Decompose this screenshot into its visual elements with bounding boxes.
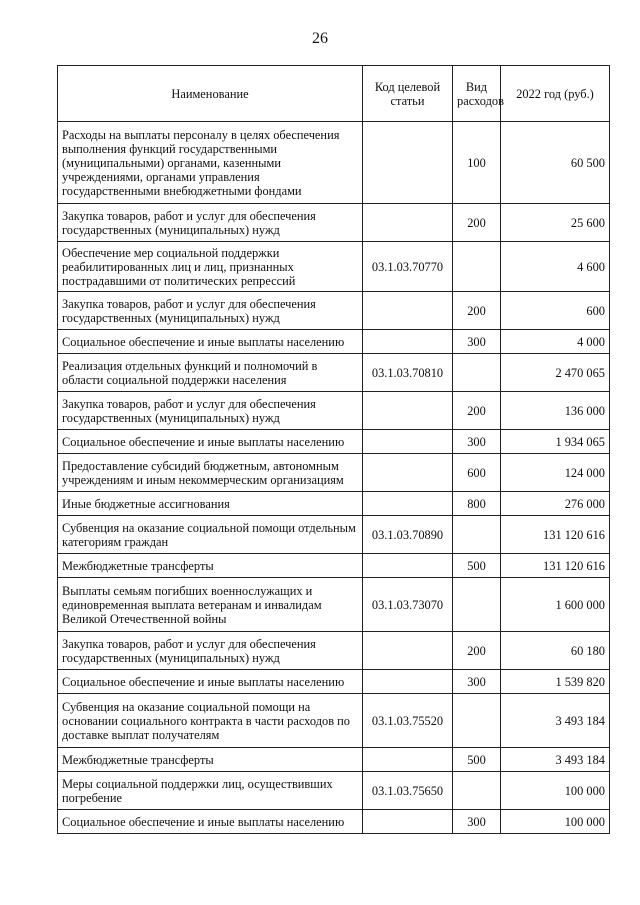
row-amount: 276 000 <box>501 492 610 516</box>
row-name: Социальное обеспечение и иные выплаты населению <box>58 670 363 694</box>
table-row <box>58 516 610 554</box>
row-kind: 300 <box>453 430 501 454</box>
table-row <box>58 492 610 516</box>
row-amount: 136 000 <box>501 392 610 430</box>
row-code <box>363 748 453 772</box>
row-kind: 200 <box>453 292 501 330</box>
table-row <box>58 122 610 204</box>
row-code: 03.1.03.70770 <box>363 242 453 292</box>
table-row <box>58 242 610 292</box>
row-amount: 60 180 <box>501 632 610 670</box>
table-row <box>58 292 610 330</box>
column-header-kind: Вид расходов <box>453 66 501 122</box>
row-name: Выплаты семьям погибших военнослужащих и единовременная выплата ветеранам и инвалидам Великой Отечественной войны <box>58 578 363 632</box>
table-row <box>58 748 610 772</box>
row-code <box>363 670 453 694</box>
budget-table <box>57 65 610 834</box>
row-name: Реализация отдельных функций и полномочий в области социальной поддержки населения <box>58 354 363 392</box>
row-kind: 200 <box>453 204 501 242</box>
row-code <box>363 454 453 492</box>
row-amount: 1 934 065 <box>501 430 610 454</box>
row-code <box>363 492 453 516</box>
table-row <box>58 578 610 632</box>
row-kind: 500 <box>453 748 501 772</box>
row-code: 03.1.03.70890 <box>363 516 453 554</box>
row-amount: 1 600 000 <box>501 578 610 632</box>
table-row <box>58 694 610 748</box>
row-amount: 60 500 <box>501 122 610 204</box>
row-name: Социальное обеспечение и иные выплаты населению <box>58 330 363 354</box>
row-amount: 4 000 <box>501 330 610 354</box>
page-number: 26 <box>312 30 328 47</box>
row-kind <box>453 516 501 554</box>
row-kind: 500 <box>453 554 501 578</box>
row-name: Субвенция на оказание социальной помощи отдельным категориям граждан <box>58 516 363 554</box>
row-kind <box>453 578 501 632</box>
row-kind: 300 <box>453 670 501 694</box>
table-row <box>58 204 610 242</box>
table-row <box>58 632 610 670</box>
row-code <box>363 430 453 454</box>
row-amount: 600 <box>501 292 610 330</box>
row-amount: 100 000 <box>501 772 610 810</box>
row-code <box>363 554 453 578</box>
row-kind: 300 <box>453 330 501 354</box>
row-name: Межбюджетные трансферты <box>58 554 363 578</box>
row-name: Иные бюджетные ассигнования <box>58 492 363 516</box>
row-name: Субвенция на оказание социальной помощи на основании социального контракта в части расходов по доставке выплат получателям <box>58 694 363 748</box>
row-kind <box>453 354 501 392</box>
row-code <box>363 292 453 330</box>
row-amount: 131 120 616 <box>501 516 610 554</box>
row-code: 03.1.03.75650 <box>363 772 453 810</box>
column-header-name: Наименование <box>58 66 363 122</box>
table-row <box>58 772 610 810</box>
table-row <box>58 430 610 454</box>
row-amount: 3 493 184 <box>501 694 610 748</box>
row-name: Расходы на выплаты персоналу в целях обеспечения выполнения функций государственными (муниципальными) органами, казенными учреждениями, органами управления государственными внебюджетными фондами <box>58 122 363 204</box>
row-kind: 600 <box>453 454 501 492</box>
table-row <box>58 810 610 834</box>
row-code <box>363 810 453 834</box>
row-amount: 4 600 <box>501 242 610 292</box>
row-name: Межбюджетные трансферты <box>58 748 363 772</box>
row-code <box>363 392 453 430</box>
row-kind <box>453 772 501 810</box>
row-name: Меры социальной поддержки лиц, осуществивших погребение <box>58 772 363 810</box>
column-header-amount: 2022 год (руб.) <box>501 66 610 122</box>
row-kind: 200 <box>453 392 501 430</box>
row-name: Социальное обеспечение и иные выплаты населению <box>58 810 363 834</box>
table-row <box>58 330 610 354</box>
row-amount: 2 470 065 <box>501 354 610 392</box>
table-row <box>58 670 610 694</box>
column-header-code: Код целевой статьи <box>363 66 453 122</box>
row-name: Закупка товаров, работ и услуг для обеспечения государственных (муниципальных) нужд <box>58 392 363 430</box>
row-kind: 200 <box>453 632 501 670</box>
row-code: 03.1.03.70810 <box>363 354 453 392</box>
row-kind <box>453 694 501 748</box>
row-kind: 100 <box>453 122 501 204</box>
row-amount: 124 000 <box>501 454 610 492</box>
row-amount: 25 600 <box>501 204 610 242</box>
table-row <box>58 554 610 578</box>
row-code: 03.1.03.73070 <box>363 578 453 632</box>
header-row <box>58 66 610 122</box>
row-amount: 3 493 184 <box>501 748 610 772</box>
row-name: Закупка товаров, работ и услуг для обеспечения государственных (муниципальных) нужд <box>58 292 363 330</box>
row-code <box>363 632 453 670</box>
row-code: 03.1.03.75520 <box>363 694 453 748</box>
row-name: Предоставление субсидий бюджетным, автономным учреждениям и иным некоммерческим организациям <box>58 454 363 492</box>
row-amount: 1 539 820 <box>501 670 610 694</box>
row-kind: 300 <box>453 810 501 834</box>
row-amount: 100 000 <box>501 810 610 834</box>
row-name: Социальное обеспечение и иные выплаты населению <box>58 430 363 454</box>
row-amount: 131 120 616 <box>501 554 610 578</box>
row-code <box>363 330 453 354</box>
table-row <box>58 354 610 392</box>
row-code <box>363 204 453 242</box>
row-name: Обеспечение мер социальной поддержки реабилитированных лиц и лиц, признанных пострадавшими от политических репрессий <box>58 242 363 292</box>
row-code <box>363 122 453 204</box>
table-row <box>58 454 610 492</box>
row-name: Закупка товаров, работ и услуг для обеспечения государственных (муниципальных) нужд <box>58 204 363 242</box>
table-row <box>58 392 610 430</box>
row-kind <box>453 242 501 292</box>
row-kind: 800 <box>453 492 501 516</box>
row-name: Закупка товаров, работ и услуг для обеспечения государственных (муниципальных) нужд <box>58 632 363 670</box>
